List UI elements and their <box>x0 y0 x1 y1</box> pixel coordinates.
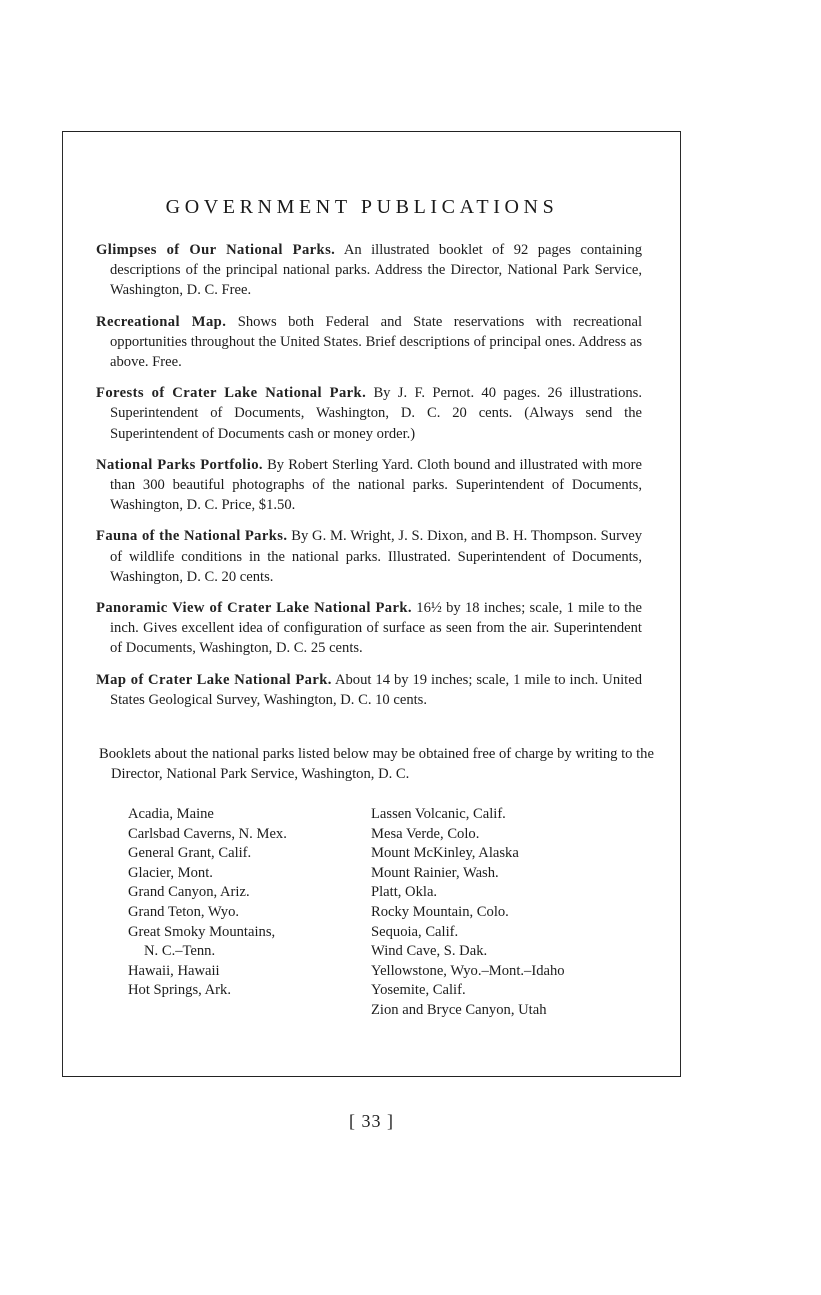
park-item: General Grant, Calif. <box>128 845 252 862</box>
park-item: Glacier, Mont. <box>128 864 213 881</box>
park-item: Rocky Mountain, Colo. <box>371 903 509 920</box>
park-item: Mesa Verde, Colo. <box>371 825 480 842</box>
park-item: Sequoia, Calif. <box>371 923 459 940</box>
park-item: Lassen Volcanic, Calif. <box>371 806 506 822</box>
publication-name: Recreational Map. <box>96 313 227 330</box>
park-item: Grand Canyon, Ariz. <box>128 884 250 901</box>
publication-entry <box>96 598 642 659</box>
publication-description: By Robert Sterling Yard. Cloth bound and illustrated with more than 300 beautiful photographs of the national parks. Superintendent of Documents, Washington, D. C. Price, $1.50. <box>110 456 642 514</box>
park-item: Acadia, Maine <box>128 806 214 822</box>
booklets-intro: Booklets about the national parks listed below may be obtained free of charge by writing to the Director, National Park Service, Washington, D. C. <box>99 746 654 783</box>
park-item: Mount McKinley, Alaska <box>371 845 519 862</box>
publication-entry <box>96 240 642 301</box>
park-item: Yosemite, Calif. <box>371 982 466 999</box>
publication-name: Glimpses of Our National Parks. <box>96 242 336 258</box>
publication-entry <box>96 312 642 373</box>
publication-description: Shows both Federal and State reservations with recreational opportunities throughout the United States. Brief descriptions of principal ones. Address as above. Free. <box>110 313 643 371</box>
park-item: Platt, Okla. <box>371 884 438 901</box>
publication-name: Forests of Crater Lake National Park. <box>96 385 367 402</box>
publication-description: By G. M. Wright, J. S. Dixon, and B. H. Thompson. Survey of wildlife conditions in the national parks. Illustrated. Superintendent of Documents, Washington, D. C. 20 cents. <box>110 528 643 585</box>
publication-description: An illustrated booklet of 92 pages containing descriptions of the principal national parks. Address the Director, National Park Service, Washington, D. C. Free. <box>110 242 642 299</box>
park-item: Yellowstone, Wyo.–Mont.–Idaho <box>371 962 565 979</box>
publication-name: Map of Crater Lake National Park. <box>96 671 332 688</box>
park-item: Mount Rainier, Wash. <box>371 864 499 881</box>
publication-description: 16½ by 18 inches; scale, 1 mile to the inch. Gives excellent idea of configuration of surface as seen from the air. Superintendent of Documents, Washington, D. C. 25 cents. <box>110 600 643 657</box>
publication-entry <box>96 526 642 587</box>
parks-list-left <box>128 805 348 1001</box>
publication-name: Panoramic View of Crater Lake National Park. <box>96 600 412 617</box>
park-item: Great Smoky Mountains, <box>128 923 276 940</box>
publication-list <box>96 240 642 721</box>
park-item-continuation: N. C.–Tenn. <box>144 943 216 960</box>
publication-name: National Parks Portfolio. <box>96 456 263 473</box>
publication-name: Fauna of the National Parks. <box>96 528 288 545</box>
publication-entry <box>96 670 642 710</box>
park-item: Grand Teton, Wyo. <box>128 903 240 920</box>
page-title: GOVERNMENT PUBLICATIONS <box>165 196 559 218</box>
publication-description: About 14 by 19 inches; scale, 1 mile to inch. United States Geological Survey, Washington, D. C. 10 cents. <box>110 671 643 708</box>
publication-entry <box>96 455 642 516</box>
park-item: Zion and Bryce Canyon, Utah <box>371 1001 547 1018</box>
park-item: Hawaii, Hawaii <box>128 962 220 979</box>
park-item: Wind Cave, S. Dak. <box>371 943 488 960</box>
park-item: Carlsbad Caverns, N. Mex. <box>128 825 287 842</box>
page-number: [ 33 ] <box>349 1111 394 1131</box>
parks-list-right <box>371 805 651 1021</box>
publication-entry <box>96 383 642 444</box>
publication-description: By J. F. Pernot. 40 pages. 26 illustrations. Superintendent of Documents, Washington, D. C. 20 cents. (Always send the Superintendent of Documents cash or money order.) <box>110 385 643 442</box>
park-item: Hot Springs, Ark. <box>128 982 231 999</box>
